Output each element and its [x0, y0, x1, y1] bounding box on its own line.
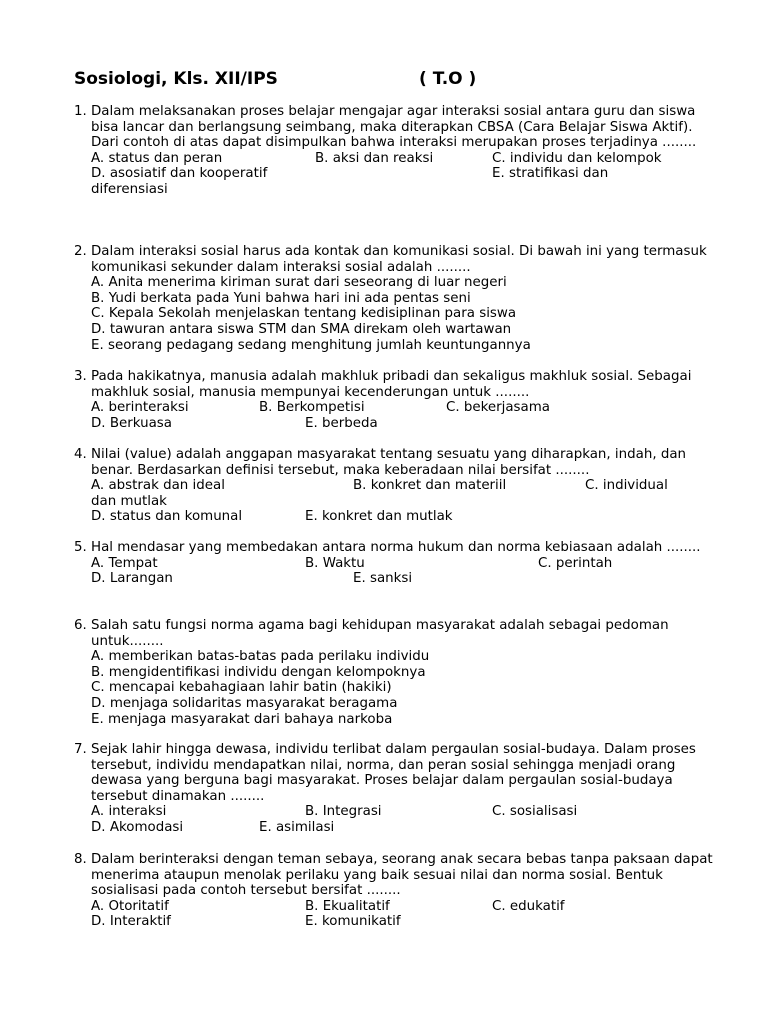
option-b: B. Berkompetisi: [259, 400, 365, 416]
question-stem: Dalam melaksanakan proses belajar mengajar agar interaksi sosial antara guru dan siswa bisa lancar dan berlangsung seimbang, maka diterapkan CBSA (Cara Belajar Siswa Aktif).: [91, 104, 696, 135]
option-e-continued: diferensiasi: [91, 181, 168, 197]
question-6: [74, 618, 714, 727]
option-b: B. Ekualitatif: [305, 898, 390, 914]
question-stem: Nilai (value) adalah anggapan masyarakat tentang sesuatu yang diharapkan, indah, dan benar. Berdasarkan definisi tersebut, maka keberadaan nilai bersifat ........: [91, 447, 687, 478]
question-stem: Pada hakikatnya, manusia adalah makhluk pribadi dan sekaligus makhluk sosial. Sebagai makhluk sosial, manusia mempunyai kecenderungan untuk ........: [91, 369, 692, 400]
question-number: 5.: [74, 540, 87, 555]
question-stem: Dalam berinteraksi dengan teman sebaya, seorang anak secara bebas tanpa paksaan dapat menerima ataupun menolak perilaku yang baik sesuai nilai dan norma sosial. Bentuk sosialisasi pada contoh tersebut bersifat ........: [91, 852, 713, 899]
option-b: B. konkret dan materiil: [353, 478, 507, 494]
option-e: E. berbeda: [305, 415, 378, 431]
question-number: 6.: [74, 618, 87, 633]
option-c: C. perintah: [538, 555, 613, 571]
option-e: E. konkret dan mutlak: [305, 509, 453, 525]
question-number: 8.: [74, 852, 87, 867]
question-stem: Salah satu fungsi norma agama bagi kehidupan masyarakat adalah sebagai pedoman untuk........: [91, 618, 669, 649]
question-4: [74, 447, 714, 525]
option-b: B. Integrasi: [305, 804, 382, 820]
option-d: D. status dan komunal: [91, 509, 243, 525]
option-e: E. stratifikasi dan: [492, 166, 609, 182]
question-5: [74, 540, 714, 587]
option-c: C. individual: [585, 478, 668, 494]
question-stem: Sejak lahir hingga dewasa, individu terlibat dalam pergaulan sosial-budaya. Dalam proses tersebut, individu mendapatkan nilai, norma, dan peran sosial sehingga menjadi orang dewasa yang berguna bagi masyarakat. Proses belajar dalam pergaulan sosial-budaya tersebut dinamakan ........: [91, 742, 696, 804]
option-c: C. Kepala Sekolah menjelaskan tentang kedisiplinan para siswa: [91, 306, 517, 322]
option-c: C. edukatif: [492, 898, 565, 914]
question-8: [74, 852, 714, 930]
option-d: D. Berkuasa: [91, 415, 172, 431]
option-b: B. mengidentifikasi individu dengan kelompoknya: [91, 664, 426, 680]
option-c: C. mencapai kebahagiaan lahir batin (hakiki): [91, 680, 392, 696]
option-c: C. sosialisasi: [492, 804, 578, 820]
option-d: D. Larangan: [91, 571, 173, 587]
option-d: D. tawuran antara siswa STM dan SMA direkam oleh wartawan: [91, 321, 512, 337]
option-e: E. sanksi: [353, 571, 413, 587]
option-d: D. Interaktif: [91, 914, 171, 930]
option-a: A. memberikan batas-batas pada perilaku individu: [91, 649, 430, 665]
question-number: 7.: [74, 742, 87, 757]
option-a: A. abstrak dan ideal: [91, 478, 225, 494]
option-e: E. asimilasi: [259, 819, 335, 835]
question-stem: Dalam interaksi sosial harus ada kontak dan komunikasi sosial. Di bawah ini yang termasuk komunikasi sekunder dalam interaksi sosial adalah ........: [91, 244, 707, 275]
option-a: A. Anita menerima kiriman surat dari seseorang di luar negeri: [91, 275, 507, 291]
question-number: 4.: [74, 447, 87, 462]
question-number: 1.: [74, 104, 87, 119]
option-e: E. komunikatif: [305, 914, 401, 930]
subject-title: Sosiologi, Kls. XII/IPS: [74, 69, 278, 89]
option-b: B. aksi dan reaksi: [315, 150, 434, 166]
option-a: A. Tempat: [91, 555, 158, 571]
option-b: B. Waktu: [305, 555, 365, 571]
option-c: C. bekerjasama: [446, 400, 550, 416]
page-title: [74, 69, 694, 91]
option-d: D. menjaga solidaritas masyarakat beragama: [91, 695, 398, 711]
option-d: D. Akomodasi: [91, 819, 184, 835]
exam-code: ( T.O ): [419, 69, 477, 89]
option-b: B. Yudi berkata pada Yuni bahwa hari ini ada pentas seni: [91, 290, 471, 306]
option-c-continued: dan mutlak: [91, 493, 167, 509]
question-stem-continued: Dari contoh di atas dapat disimpulkan bahwa interaksi merupakan proses terjadinya ........: [91, 135, 697, 151]
option-a: A. Otoritatif: [91, 898, 169, 914]
question-3: [74, 369, 714, 431]
option-c: C. individu dan kelompok: [492, 150, 662, 166]
option-a: A. interaksi: [91, 804, 167, 820]
question-stem: Hal mendasar yang membedakan antara norma hukum dan norma kebiasaan adalah ........: [91, 540, 701, 555]
question-number: 3.: [74, 369, 87, 384]
option-e: E. seorang pedagang sedang menghitung jumlah keuntungannya: [91, 337, 531, 353]
option-d: D. asosiatif dan kooperatif: [91, 166, 268, 182]
option-e: E. menjaga masyarakat dari bahaya narkoba: [91, 711, 393, 727]
option-a: A. berinteraksi: [91, 400, 189, 416]
question-7: [74, 742, 714, 836]
option-a: A. status dan peran: [91, 150, 223, 166]
question-number: 2.: [74, 244, 87, 259]
question-1: [74, 104, 714, 198]
question-2: [74, 244, 714, 353]
